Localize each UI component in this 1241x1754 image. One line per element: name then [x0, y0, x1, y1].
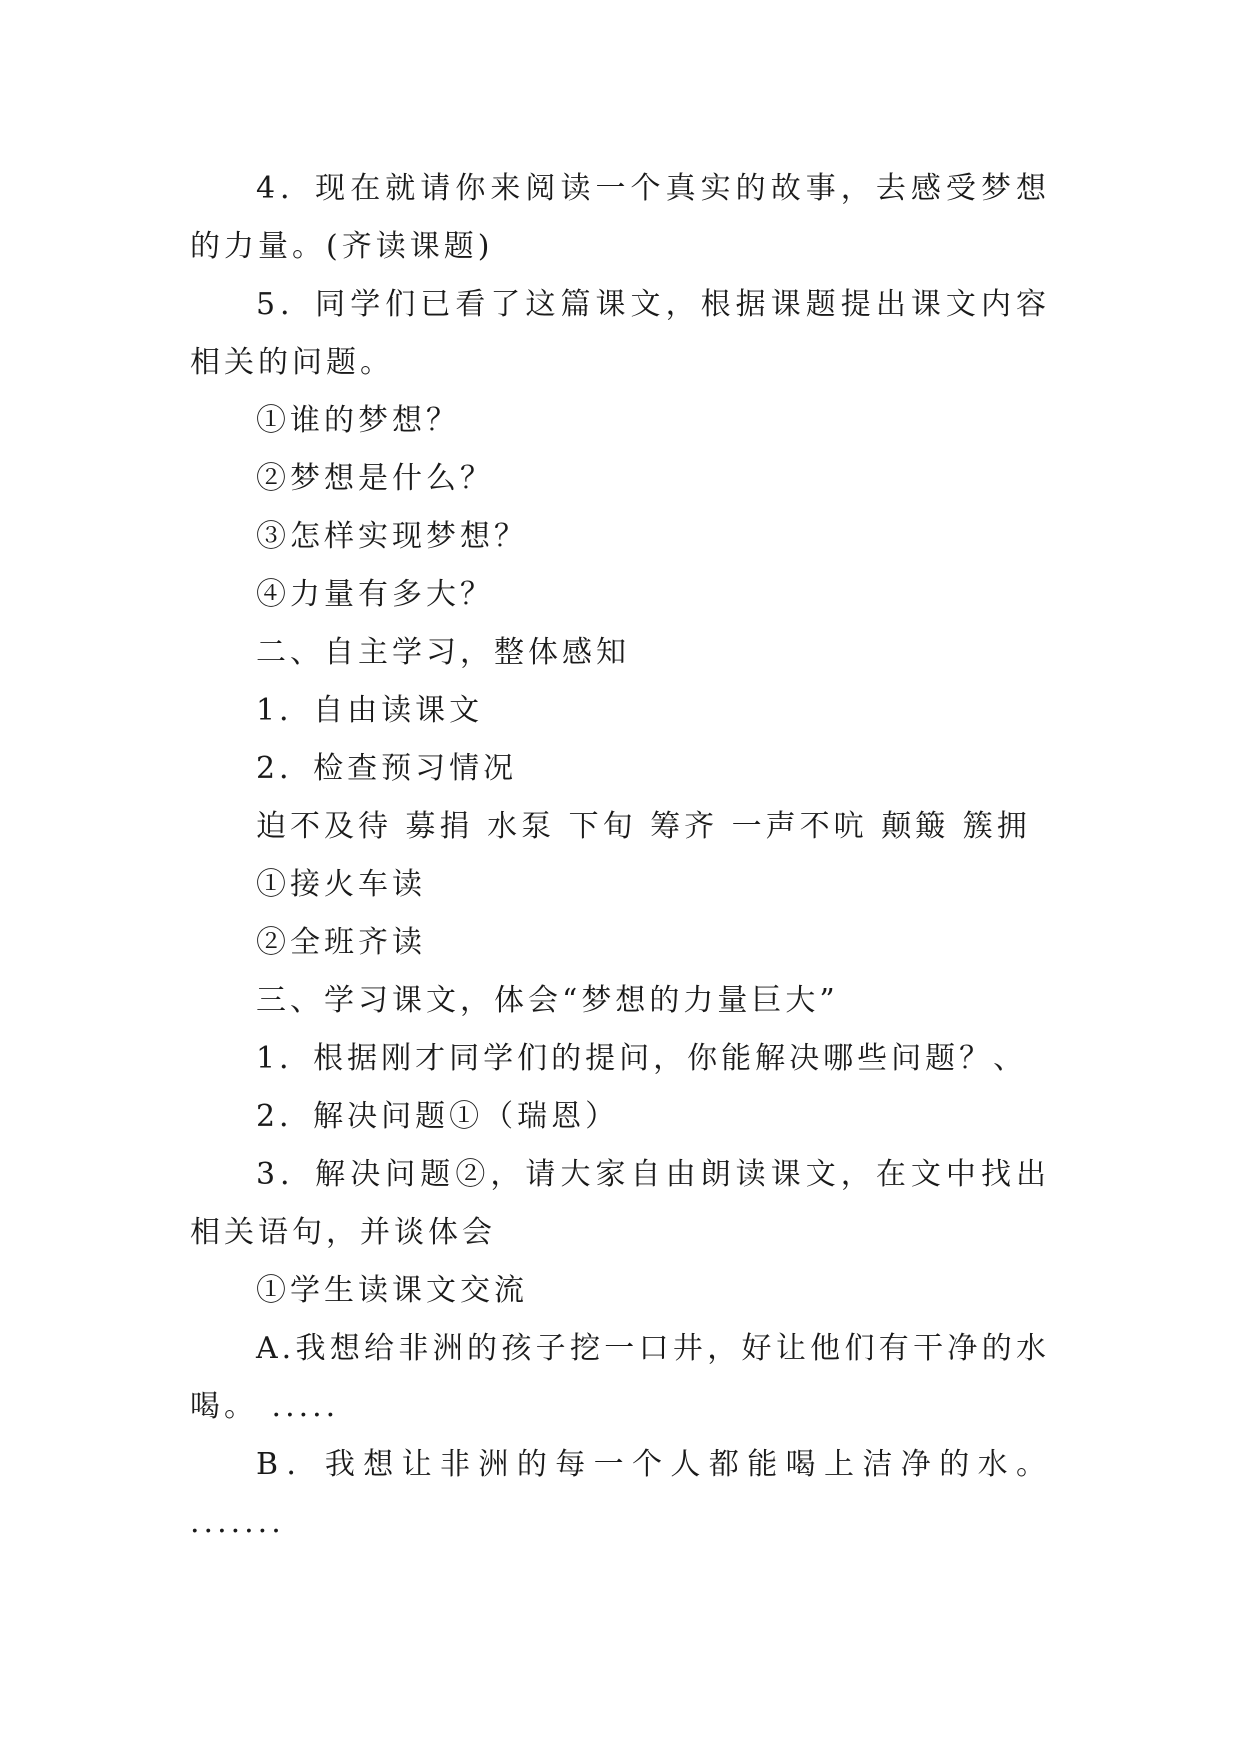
section-heading-3: 三、学习课文，体会“梦想的力量巨大”: [256, 983, 839, 1018]
step-solve-questions: 1．根据刚才同学们的提问，你能解决哪些问题？、: [256, 1041, 1028, 1076]
question-3: ③怎样实现梦想？: [256, 519, 528, 554]
paragraph-4: 4．现在就请你来阅读一个真实的故事，去感受梦想的力量。(齐读课题): [190, 171, 1050, 264]
quote-b: B．我想让非洲的每一个人都能喝上洁净的水。 .......: [190, 1447, 1050, 1540]
quote-a: A.我想给非洲的孩子挖一口井，好让他们有干净的水喝。 .....: [190, 1331, 1050, 1424]
student-exchange: ①学生读课文交流: [256, 1273, 528, 1308]
step-free-reading: 1．自由读课文: [256, 693, 484, 728]
question-4: ④力量有多大？: [256, 577, 494, 612]
step-solve-question-1: 2．解决问题①（瑞恩）: [256, 1099, 620, 1134]
section-heading-2: 二、自主学习，整体感知: [256, 635, 630, 670]
step-check-preview: 2．检查预习情况: [256, 751, 518, 786]
document-body: [190, 160, 1050, 1552]
vocabulary-list: 迫不及待 募捐 水泵 下旬 筹齐 一声不吭 颠簸 簇拥: [256, 809, 1031, 844]
reading-method-1: ①接火车读: [256, 867, 426, 902]
step-solve-question-2: 3．解决问题②，请大家自由朗读课文，在文中找出相关语句，并谈体会: [190, 1157, 1050, 1250]
question-1: ①谁的梦想？: [256, 403, 460, 438]
paragraph-5: 5．同学们已看了这篇课文，根据课题提出课文内容相关的问题。: [190, 287, 1050, 380]
question-2: ②梦想是什么？: [256, 461, 494, 496]
reading-method-2: ②全班齐读: [256, 925, 426, 960]
